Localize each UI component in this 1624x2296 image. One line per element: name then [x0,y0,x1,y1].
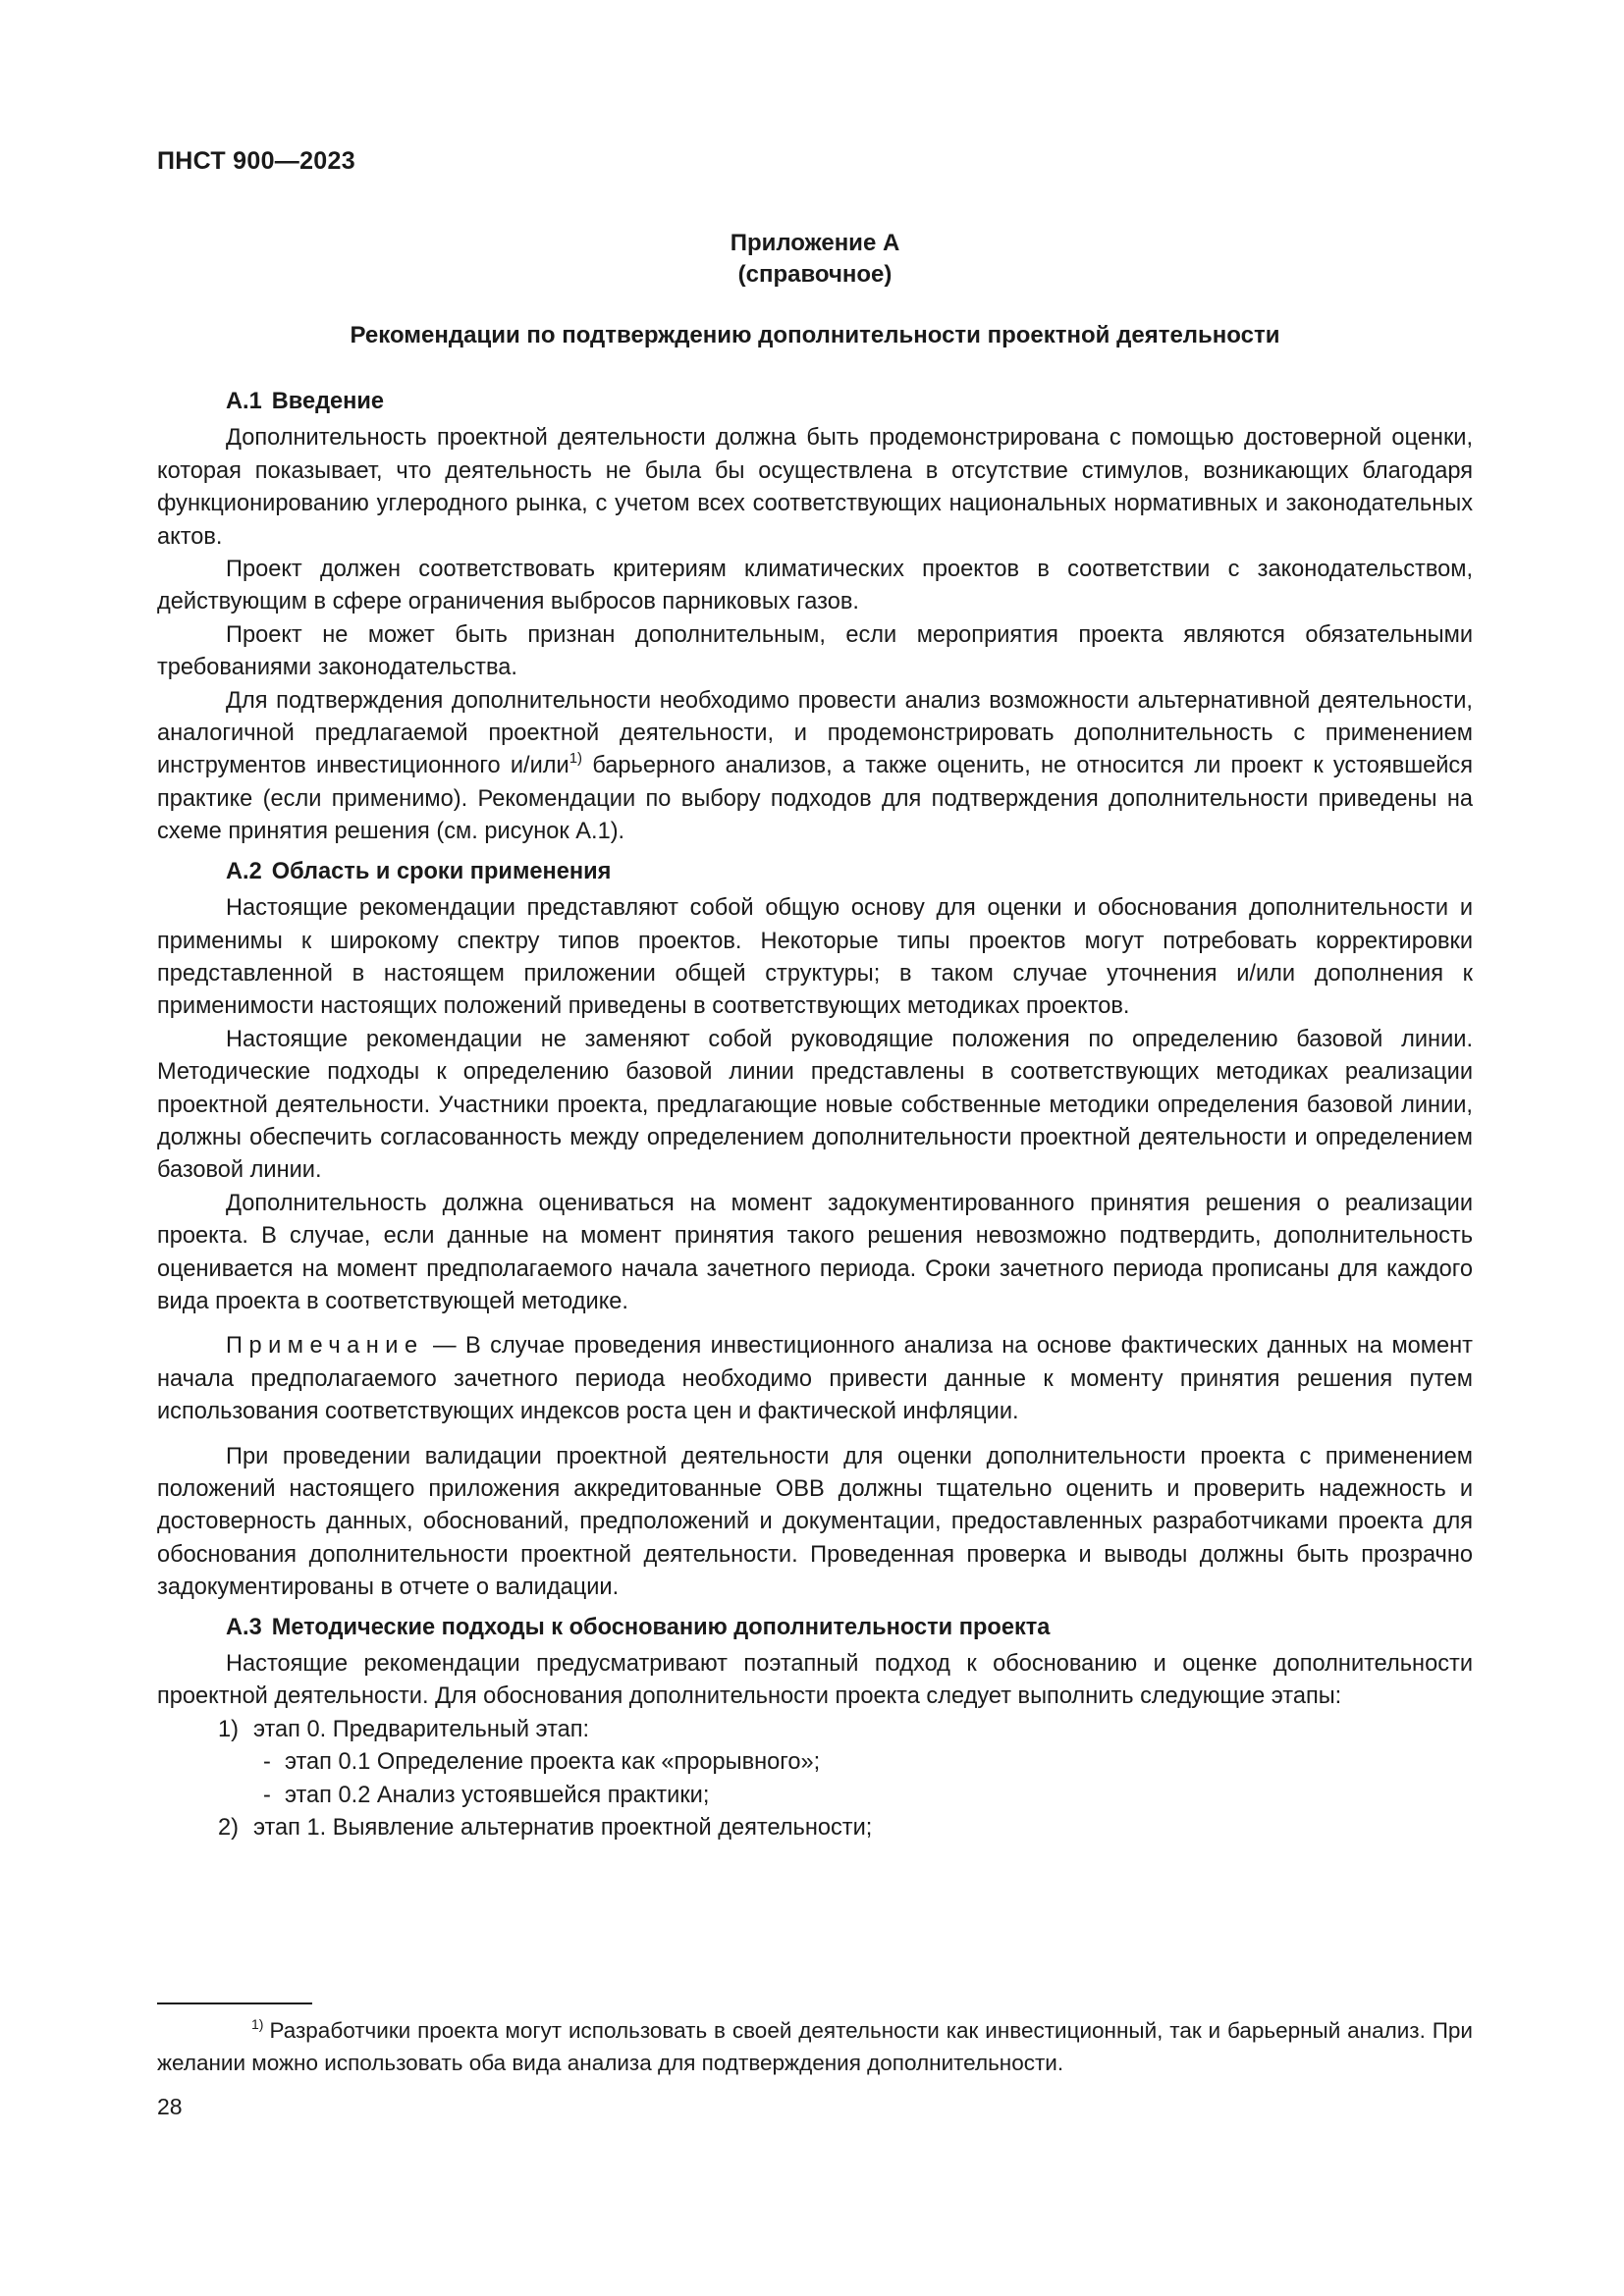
list-item-text: этап 0.2 Анализ устоявшейся практики; [285,1782,710,1808]
section-a1-title: Введение [271,389,385,414]
section-a3-paragraph-1: Настоящие рекомендации предусматривают поэтапный подход к обоснованию и оценке дополнительности проектной деятельности. Для обоснования дополнительности проекта следует выполнить следующие этапы: [157,1651,1473,1710]
footnote [157,2014,1473,2079]
list-item-marker: 2) [218,1815,239,1842]
note-label: Примечание [226,1333,424,1360]
section-a1-number: А.1 [226,389,262,414]
section-a2-paragraph-3: Дополнительность должна оцениваться на момент задокументированного принятия решения о реализации проекта. В случае, если данные на момент принятия такого решения невозможно подтвердить, дополнительность оценивается на момент предполагаемого начала зачетного периода. Сроки зачетного периода прописаны для каждого вида проекта в соответствующей методике. [157,1190,1473,1314]
section-a3-heading [157,1612,1473,1644]
list-item-dash: - [263,1782,271,1808]
list-item-text: этап 1. Выявление альтернатив проектной деятельности; [253,1815,873,1842]
section-a2-title: Область и сроки применения [271,858,612,884]
section-a3-number: А.3 [226,1614,262,1640]
list-item-text: этап 0.1 Определение проекта как «прорывного»; [285,1749,821,1776]
document-body [157,379,1473,1844]
section-a2-note [157,1330,1473,1428]
list-item [157,1714,1473,1812]
section-a1-paragraph-3: Проект не может быть признан дополнительным, если мероприятия проекта являются обязательными требованиями законодательства. [157,621,1473,681]
footnote-marker: 1) [251,2016,264,2032]
section-a2-number: А.2 [226,858,262,884]
section-a1-paragraph-4-part-1: Для подтверждения дополнительности необходимо провести анализ возможности альтернативной деятельности, аналогичной предлагаемой проектной деятельности, и продемонстрировать дополнительность с применением инструментов инвестиционного и/или [157,687,1473,779]
annex-main-title: Рекомендации по подтверждению дополнительности проектной деятельности [350,322,1280,348]
list-item [218,1746,1473,1779]
section-a2-heading [157,856,1473,888]
section-a1-heading [157,386,1473,418]
substages-list [218,1746,1473,1812]
section-a1-paragraph-4-part-2: барьерного анализов, а также оценить, не относится ли проект к устоявшейся практике (если применимо). Рекомендации по выбору подходов для подтверждения дополнительности приведены на схеме принятия решения (см. рисунок А.1). [157,753,1473,845]
stages-list [157,1714,1473,1845]
footnote-reference: 1) [568,750,583,768]
note-text: — В случае проведения инвестиционного анализа на основе фактических данных на момент начала предполагаемого зачетного периода необходимо привести данные к моменту принятия решения путем использования соответствующих индексов роста цен и фактической инфляции. [157,1333,1473,1425]
list-item-marker: 1) [218,1716,239,1742]
footnote-separator [157,2002,312,2004]
annex-heading [157,228,1473,291]
section-a2-paragraph-2: Настоящие рекомендации не заменяют собой руководящие положения по определению базовой линии. Методические подходы к определению базовой линии представлены в соответствующих методиках реализации проектной деятельности. Участники проекта, предлагающие новые собственные методики определения базовой линии, должны обеспечить согласованность между определением дополнительности проектной деятельности и определением базовой линии. [157,1026,1473,1184]
document-code-header: ПНСТ 900—2023 [157,147,355,175]
footnote-text: Разработчики проекта могут использовать в своей деятельности как инвестиционный, так и барьерный анализ. При желании можно использовать оба вида анализа для подтверждения дополнительности. [157,2018,1473,2075]
section-a1-paragraph-1: Дополнительность проектной деятельности должна быть продемонстрирована с помощью достоверной оценки, которая показывает, что деятельность не была бы осуществлена в отсутствие стимулов, возникающих благодаря функционированию углеродного рынка, с учетом всех соответствующих национальных нормативных и законодательных актов. [157,425,1473,550]
list-item-text: этап 0. Предварительный этап: [253,1716,590,1742]
list-item [157,1812,1473,1844]
section-a1-paragraph-4 [157,685,1473,849]
list-item-dash: - [263,1749,271,1776]
page-number: 28 [157,2094,183,2119]
list-item [218,1780,1473,1812]
annex-subtitle: (справочное) [737,261,893,288]
annex-title: Приложение А [730,230,900,256]
section-a1-paragraph-2: Проект должен соответствовать критериям климатических проектов в соответствии с законодательством, действующим в сфере ограничения выбросов парниковых газов. [157,557,1473,615]
section-a2-paragraph-4: При проведении валидации проектной деятельности для оценки дополнительности проекта с применением положений настоящего приложения аккредитованные ОВВ должны тщательно оценить и проверить надежность и достоверность данных, обоснований, предположений и документации, предоставленных разработчиками проекта для обоснования дополнительности проектной деятельности. Проведенная проверка и выводы должны быть прозрачно задокументированы в отчете о валидации. [157,1443,1473,1601]
section-a3-title: Методические подходы к обоснованию дополнительности проекта [271,1614,1051,1640]
section-a2-paragraph-1: Настоящие рекомендации представляют собой общую основу для оценки и обоснования дополнительности и применимы к широкому спектру типов проектов. Некоторые типы проектов могут потребовать корректировки представленной в настоящем приложении общей структуры; в таком случае уточнения и/или дополнения к применимости настоящих положений приведены в соответствующих методиках проектов. [157,895,1473,1020]
